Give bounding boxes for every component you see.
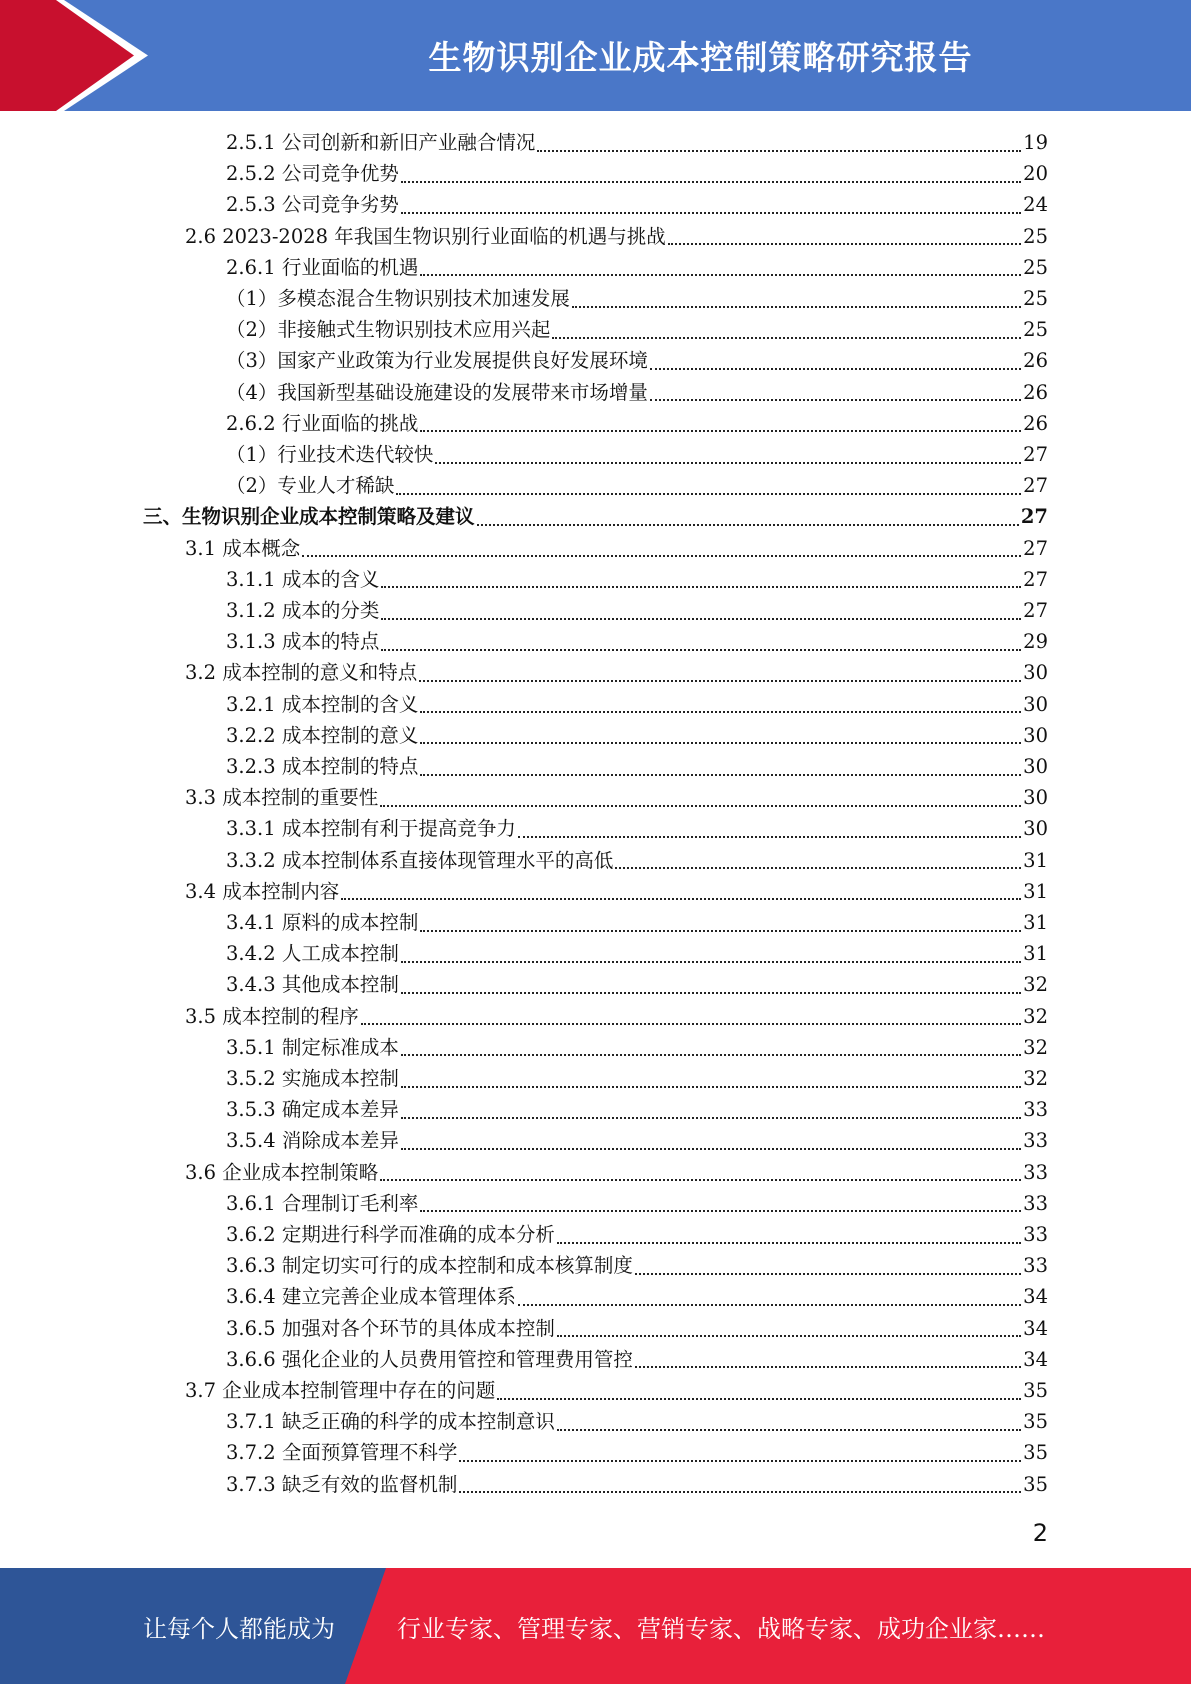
toc-entry-page: 33 [1023,1191,1048,1215]
toc-entry-page: 30 [1023,723,1048,747]
toc-entry-page: 26 [1023,380,1048,404]
toc-entry-label: 3.6.4 建立完善企业成本管理体系 [226,1285,516,1309]
toc-entry-label: 3.5.1 制定标准成本 [226,1035,399,1059]
toc-entry-page: 33 [1023,1254,1048,1278]
toc-entry[interactable] [185,876,1048,907]
toc-entry[interactable] [185,657,1048,688]
toc-entry-page: 20 [1023,162,1048,186]
toc-entry-label: 3.5 成本控制的程序 [185,1004,359,1028]
page-footer [0,1568,1191,1684]
toc-entry-label: 3.1.2 成本的分类 [226,599,380,622]
toc-entry-label: （3）国家产业政策为行业发展提供良好发展环境 [226,349,648,373]
toc-entry-label: 3.1 成本概念 [185,536,301,560]
toc-entry-page: 27 [1023,567,1048,591]
footer-slogan-left: 让每个人都能成为 [143,1614,335,1643]
toc-leader-dots [396,493,1021,495]
toc-entry-page: 32 [1023,1004,1048,1028]
toc-entry-label: 3.5.3 确定成本差异 [226,1098,399,1122]
toc-entry-page: 34 [1023,1285,1048,1309]
toc-entry-label: 2.5.3 公司竞争劣势 [226,193,399,217]
toc-entry-label: 3.6.2 定期进行科学而准确的成本分析 [226,1223,555,1246]
toc-leader-dots [459,1460,1021,1462]
toc-entry[interactable] [185,221,1048,252]
toc-entry[interactable] [226,1094,1048,1125]
toc-entry[interactable] [226,1437,1048,1468]
toc-leader-dots [459,1491,1021,1493]
toc-entry-label: 2.5.1 公司创新和新旧产业融合情况 [226,131,536,154]
toc-entry-label: 3.6.3 制定切实可行的成本控制和成本核算制度 [226,1254,633,1278]
toc-entry-page: 35 [1023,1472,1048,1496]
toc-entry[interactable] [226,1032,1048,1063]
toc-entry-label: 3.3.2 成本控制体系直接体现管理水平的高低 [226,848,614,872]
toc-entry-page: 31 [1023,942,1048,966]
toc-entry-page: 25 [1023,318,1048,342]
toc-leader-dots [380,1179,1021,1181]
toc-leader-dots [420,711,1021,713]
toc-entry[interactable] [226,283,1048,314]
toc-entry-page: 25 [1023,287,1048,310]
toc-leader-dots [341,898,1021,900]
toc-entry-label: 三、生物识别企业成本控制策略及建议 [143,505,475,529]
toc-entry-page: 27 [1023,536,1048,560]
toc-entry-page: 30 [1023,786,1048,810]
toc-leader-dots [302,555,1021,557]
toc-leader-dots [401,181,1021,183]
toc-entry[interactable] [226,907,1048,938]
toc-entry-label: 3.2 成本控制的意义和特点 [185,661,418,685]
toc-leader-dots [381,586,1021,588]
toc-leader-dots [650,368,1021,370]
toc-entry-page: 33 [1023,1129,1048,1153]
toc-entry-page: 25 [1023,255,1048,279]
toc-entry[interactable] [226,1344,1048,1375]
toc-entry-page: 27 [1020,505,1048,529]
toc-leader-dots [615,867,1021,869]
toc-entry-page: 19 [1023,131,1048,154]
toc-entry[interactable] [226,1281,1048,1312]
toc-entry-page: 32 [1023,1067,1048,1090]
toc-entry-label: 3.2.2 成本控制的意义 [226,723,419,747]
toc-entry-page: 24 [1023,193,1048,217]
toc-entry-page: 34 [1023,1347,1048,1371]
toc-entry-label: 3.6.1 合理制订毛利率 [226,1191,419,1215]
toc-entry-label: 2.6.2 行业面临的挑战 [226,411,419,435]
toc-entry-page: 35 [1023,1441,1048,1465]
toc-entry[interactable] [226,439,1048,470]
toc-leader-dots [435,462,1021,464]
toc-entry-page: 30 [1023,661,1048,685]
toc-entry[interactable] [226,1406,1048,1437]
toc-entry-page: 35 [1023,1410,1048,1434]
toc-entry[interactable] [185,782,1048,813]
toc-leader-dots [401,1148,1021,1150]
toc-leader-dots [497,1398,1021,1400]
toc-entry-label: （2）专业人才稀缺 [226,474,395,498]
toc-leader-dots [518,836,1021,838]
toc-entry[interactable] [226,969,1048,1000]
toc-entry[interactable] [226,1313,1048,1344]
toc-entry-label: 3.7.1 缺乏正确的科学的成本控制意识 [226,1410,555,1434]
toc-entry-label: （1）行业技术迭代较快 [226,443,434,466]
toc-entry-label: 3.6.6 强化企业的人员费用管控和管理费用管控 [226,1347,633,1371]
toc-leader-dots [381,618,1021,620]
toc-entry-page: 30 [1023,817,1048,841]
toc-entry-page: 27 [1023,443,1048,466]
toc-leader-dots [380,805,1021,807]
toc-leader-dots [635,1366,1021,1368]
toc-entry[interactable] [226,314,1048,345]
toc-entry-page: 26 [1023,411,1048,435]
toc-entry-page: 35 [1023,1379,1048,1402]
toc-entry[interactable] [226,1188,1048,1219]
toc-entry[interactable] [226,1125,1048,1156]
toc-entry-page: 30 [1023,755,1048,778]
toc-entry-label: 2.6 2023-2028 年我国生物识别行业面临的机遇与挑战 [185,224,666,248]
page-number: 2 [1032,1519,1048,1547]
toc-entry-label: 3.2.1 成本控制的含义 [226,692,419,716]
toc-entry-label: 3.1.1 成本的含义 [226,567,380,591]
toc-leader-dots [420,1210,1021,1212]
toc-entry[interactable] [226,689,1048,720]
header-red-chevron [0,0,148,111]
toc-entry-label: 2.5.2 公司竞争优势 [226,162,399,186]
toc-leader-dots [361,1023,1021,1025]
toc-entry-label: 3.4 成本控制内容 [185,879,340,903]
toc-leader-dots [381,649,1021,651]
toc-leader-dots [668,243,1021,245]
toc-entry-label: 3.4.2 人工成本控制 [226,942,399,966]
toc-entry-page: 30 [1023,692,1048,716]
toc-entry[interactable] [226,813,1048,844]
toc-entry-page: 25 [1023,224,1048,248]
toc-entry-label: 3.2.3 成本控制的特点 [226,755,419,778]
toc-entry-label: 3.3 成本控制的重要性 [185,786,379,810]
toc-entry[interactable] [226,751,1048,782]
toc-entry-page: 33 [1023,1160,1048,1184]
toc-entry-label: 3.7.3 缺乏有效的监督机制 [226,1472,458,1496]
toc-entry-page: 31 [1023,911,1048,934]
toc-entry-page: 27 [1023,599,1048,622]
toc-entry-label: （2）非接触式生物识别技术应用兴起 [226,318,551,342]
toc-entry[interactable] [226,720,1048,751]
toc-entry-label: （4）我国新型基础设施建设的发展带来市场增量 [226,380,648,404]
report-title: 生物识别企业成本控制策略研究报告 [428,38,973,77]
toc-leader-dots [401,212,1021,214]
toc-entry-label: 3.6.5 加强对各个环节的具体成本控制 [226,1316,555,1340]
toc-entry[interactable] [185,1375,1048,1406]
toc-entry[interactable] [226,1063,1048,1094]
toc-entry-page: 27 [1023,474,1048,498]
toc-leader-dots [401,961,1021,963]
toc-entry-label: 3.3.1 成本控制有利于提高竞争力 [226,817,516,841]
toc-entry[interactable] [226,595,1048,626]
toc-entry[interactable] [226,1219,1048,1250]
toc-entry[interactable] [226,345,1048,376]
toc-leader-dots [572,306,1021,308]
toc-leader-dots [552,337,1021,339]
page-header [0,0,1191,111]
toc-leader-dots [518,1304,1021,1306]
toc-leader-dots [420,742,1021,744]
toc-leader-dots [401,992,1021,994]
toc-entry[interactable] [226,408,1048,439]
toc-entry-label: 3.5.4 消除成本差异 [226,1129,399,1153]
toc-leader-dots [557,1429,1021,1431]
toc-entry-page: 32 [1023,1035,1048,1059]
toc-leader-dots [477,524,1019,526]
toc-entry[interactable] [226,252,1048,283]
toc-entry[interactable] [185,1001,1048,1032]
toc-entry-label: （1）多模态混合生物识别技术加速发展 [226,287,570,310]
toc-entry-label: 3.4.1 原料的成本控制 [226,911,419,934]
toc-entry[interactable] [226,377,1048,408]
toc-entry-page: 31 [1023,848,1048,872]
toc-entry[interactable] [226,470,1048,501]
toc-entry[interactable] [185,533,1048,564]
toc-entry[interactable] [226,189,1048,220]
toc-leader-dots [420,930,1021,932]
toc-leader-dots [650,399,1021,401]
toc-entry-label: 3.4.3 其他成本控制 [226,973,399,997]
toc-entry-label: 3.5.2 实施成本控制 [226,1067,399,1090]
footer-slogan-right: 行业专家、管理专家、营销专家、战略专家、成功企业家…… [397,1614,1045,1643]
toc-entry[interactable] [226,158,1048,189]
toc-entry[interactable] [226,626,1048,657]
toc-entry-label: 2.6.1 行业面临的机遇 [226,255,419,279]
toc-entry-page: 31 [1023,879,1048,903]
toc-leader-dots [401,1086,1021,1088]
toc-entry[interactable] [226,938,1048,969]
toc-entry[interactable] [226,845,1048,876]
toc-entry[interactable] [226,564,1048,595]
toc-entry[interactable] [185,1157,1048,1188]
toc-entry-label: 3.7.2 全面预算管理不科学 [226,1441,458,1465]
toc-entry-page: 29 [1023,630,1048,654]
toc-leader-dots [537,150,1021,152]
toc-entry-label: 3.6 企业成本控制策略 [185,1160,379,1184]
toc-leader-dots [557,1242,1021,1244]
toc-entry-label: 3.1.3 成本的特点 [226,630,380,654]
toc-entry-page: 34 [1023,1316,1048,1340]
toc-entry[interactable] [143,501,1048,532]
toc-leader-dots [420,274,1021,276]
toc-entry[interactable] [226,1250,1048,1281]
toc-entry[interactable] [226,127,1048,158]
toc-entry[interactable] [226,1469,1048,1500]
toc-leader-dots [401,1117,1021,1119]
toc-leader-dots [419,680,1021,682]
toc-entry-page: 33 [1023,1098,1048,1122]
toc-leader-dots [635,1273,1021,1275]
toc-leader-dots [420,430,1021,432]
toc-leader-dots [401,1054,1021,1056]
toc-entry-page: 26 [1023,349,1048,373]
toc-leader-dots [557,1335,1021,1337]
toc-entry-page: 33 [1023,1223,1048,1246]
toc-leader-dots [420,774,1021,776]
toc-entry-label: 3.7 企业成本控制管理中存在的问题 [185,1379,496,1402]
toc-entry-page: 32 [1023,973,1048,997]
